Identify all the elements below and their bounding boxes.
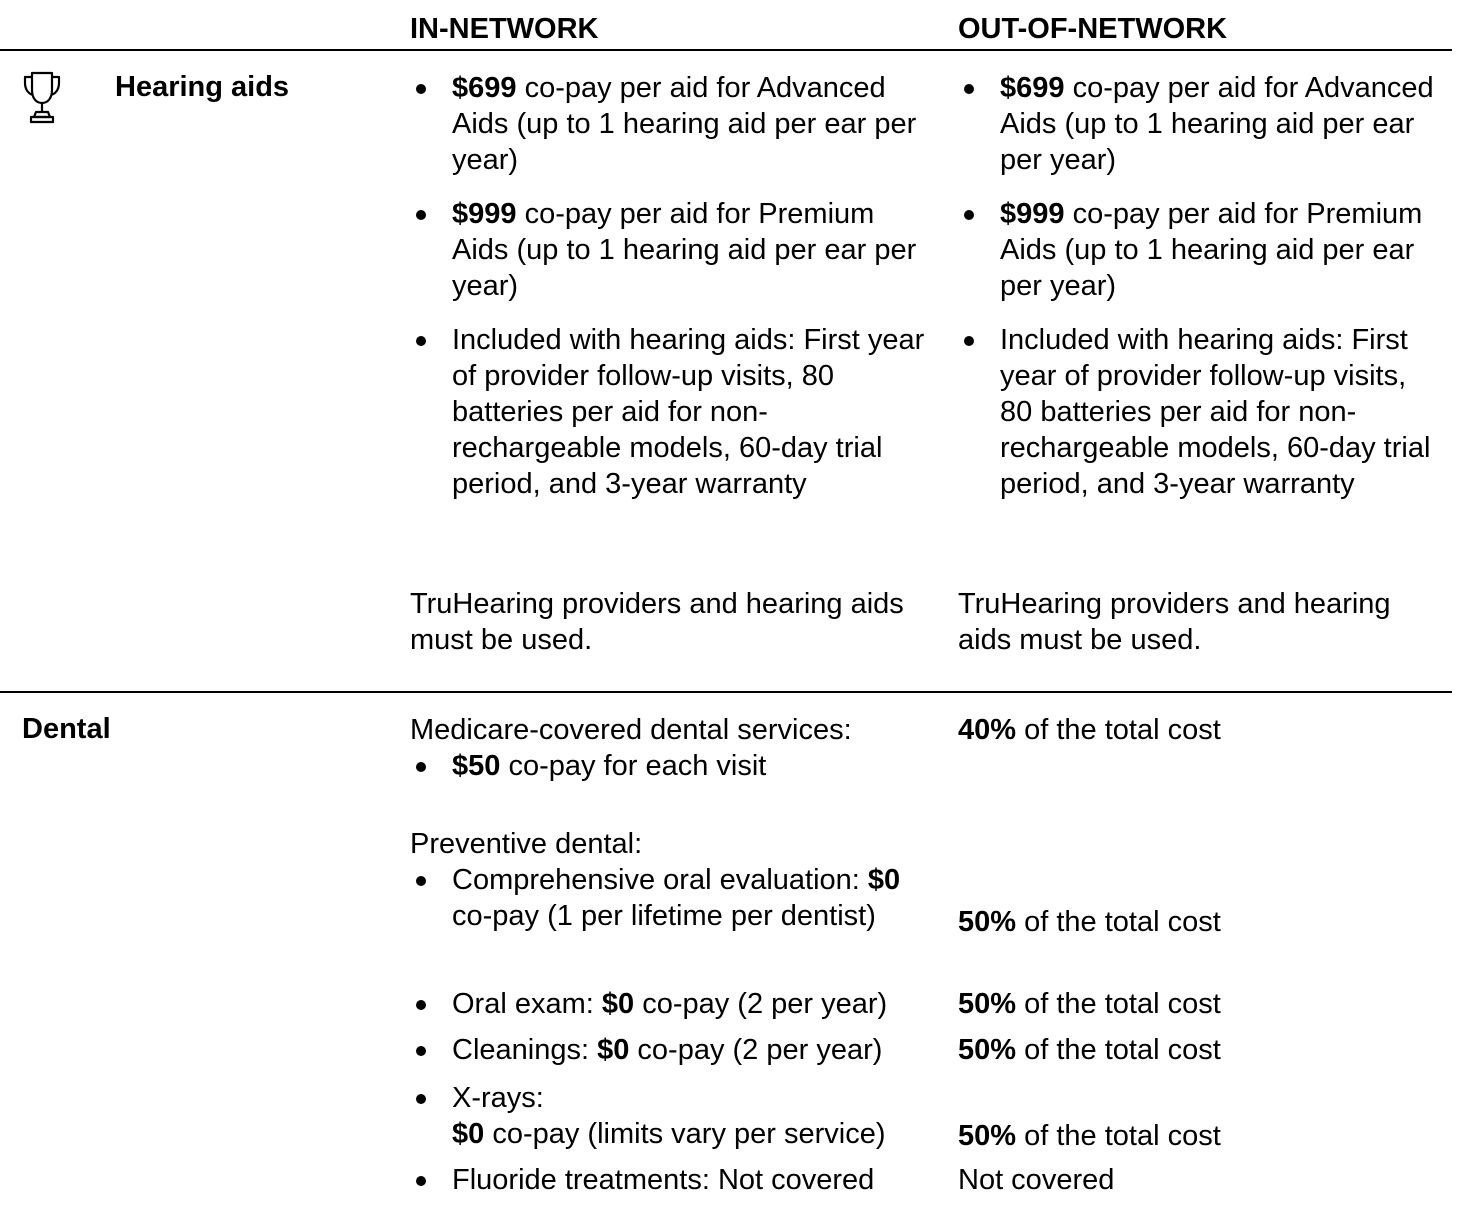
dental-item-xrays [452,1080,952,1152]
list-item: Cleanings: $0 co-pay (2 per year) [452,1032,952,1068]
dental-xrays-out: 50% of the total cost [958,1120,1221,1152]
hearing-in-note: TruHearing providers and hearing aids must be used. [410,588,904,656]
dental-medicare-item [452,748,952,784]
list-item: Included with hearing aids: First year of provider follow-up visits, 80 batteries per aid for non-rechargeable models, 60-day trial period, and 3-year warranty [1000,322,1440,502]
list-item: Included with hearing aids: First year of provider follow-up visits, 80 batteries per aid for non-rechargeable models, 60-day trial period, and 3-year warranty [452,322,937,502]
list-item: $999 co-pay per aid for Premium Aids (up to 1 hearing aid per ear per year) [452,196,937,304]
dental-fluoride-out: Not covered [958,1164,1115,1196]
dental-cleanings-out: 50% of the total cost [958,1034,1221,1066]
dental-item-comprehensive [452,862,912,934]
dental-medicare-heading: Medicare-covered dental services: [410,714,852,746]
hearing-aids-label: Hearing aids [115,71,290,103]
out-of-network-header: OUT-OF-NETWORK [958,13,1228,45]
hearing-out-of-network [1000,70,1440,502]
dental-medicare-out: 40% of the total cost [958,714,1221,746]
dental-preventive-heading: Preventive dental: [410,828,643,860]
list-item: Comprehensive oral evaluation: $0 co-pay (1 per lifetime per dentist) [452,862,912,934]
dental-item-oral-exam [452,986,952,1022]
list-item: $50 co-pay for each visit [452,748,952,784]
list-item: Fluoride treatments: Not covered [452,1162,952,1198]
dental-comprehensive-out: 50% of the total cost [958,906,1221,938]
list-item: $999 co-pay per aid for Premium Aids (up to 1 hearing aid per ear per year) [1000,196,1440,304]
list-item: $699 co-pay per aid for Advanced Aids (up to 1 hearing aid per ear per year) [1000,70,1440,178]
dental-item-cleanings [452,1032,952,1068]
list-item: Oral exam: $0 co-pay (2 per year) [452,986,952,1022]
hearing-in-network [452,70,937,502]
list-item: $699 co-pay per aid for Advanced Aids (up to 1 hearing aid per ear per year) [452,70,937,178]
list-item: X-rays: $0 co-pay (limits vary per service) [452,1080,952,1152]
dental-label: Dental [22,713,111,745]
hearing-out-note: TruHearing providers and hearing aids must be used. [958,588,1391,656]
header-divider [0,49,1452,51]
dental-oral-exam-out: 50% of the total cost [958,988,1221,1020]
dental-item-fluoride [452,1162,952,1198]
row-divider [0,691,1452,693]
trophy-icon [22,70,62,126]
in-network-header: IN-NETWORK [410,13,599,45]
